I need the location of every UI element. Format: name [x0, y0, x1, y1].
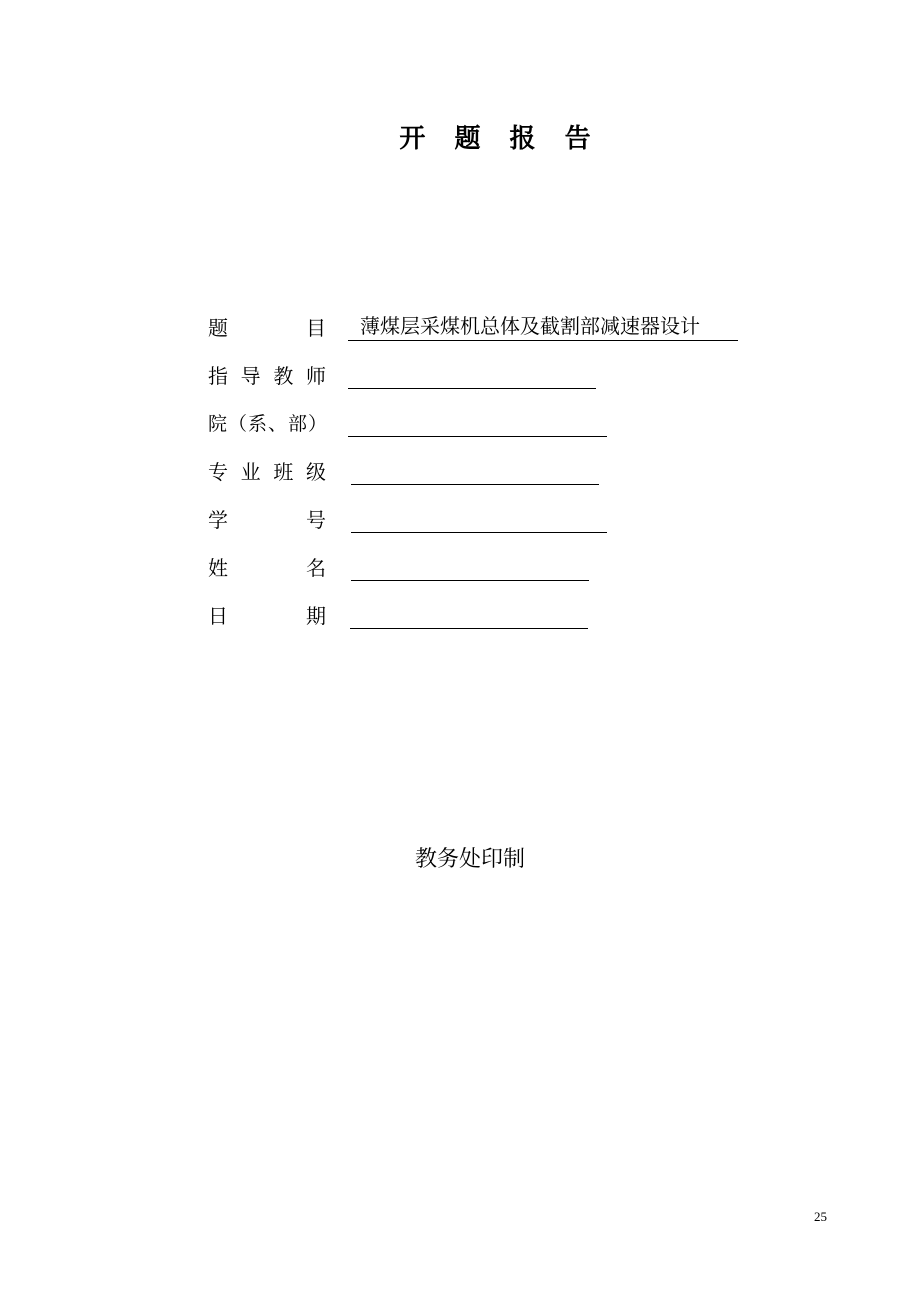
- field-label-advisor-char-1: 指: [208, 364, 228, 388]
- field-label-name: [208, 554, 326, 582]
- field-label-student-id: [208, 506, 326, 534]
- field-label-class-char-2: 业: [240, 460, 261, 484]
- field-value-department: [348, 408, 607, 437]
- field-label-topic-char-1: 题: [208, 316, 228, 340]
- field-row-class: [208, 456, 828, 488]
- field-label-name-char-1: 姓: [208, 556, 228, 580]
- page-number: 25: [814, 1209, 827, 1224]
- field-row-date: [208, 600, 828, 632]
- field-value-name: [351, 552, 589, 581]
- field-row-topic: [208, 312, 828, 344]
- field-label-date-char-1: 日: [208, 604, 228, 628]
- field-label-name-char-2: 名: [306, 556, 326, 580]
- field-value-topic: 薄煤层采煤机总体及截割部减速器设计: [348, 312, 738, 341]
- field-label-advisor: [208, 362, 326, 390]
- field-row-advisor: [208, 360, 828, 392]
- field-label-class-char-3: 班: [273, 460, 294, 484]
- field-label-department: 院（系、部）: [208, 413, 329, 435]
- field-label-advisor-char-3: 教: [273, 364, 294, 388]
- field-label-date-char-2: 期: [306, 604, 326, 628]
- field-row-student-id: [208, 504, 828, 536]
- field-label-topic-char-2: 目: [306, 316, 326, 340]
- field-label-topic: [208, 314, 326, 342]
- issuer-footer: 教务处印制: [414, 847, 525, 872]
- field-row-name: [208, 552, 828, 584]
- field-label-class: [208, 458, 326, 486]
- field-row-department: [208, 408, 828, 440]
- field-value-date: [350, 600, 588, 629]
- field-value-student-id: [351, 504, 607, 533]
- field-label-student-id-char-1: 学: [208, 508, 228, 532]
- field-value-class: [351, 456, 599, 485]
- document-title: 开 题 报 告: [399, 124, 601, 154]
- field-label-student-id-char-2: 号: [306, 508, 326, 532]
- field-value-advisor: [348, 360, 596, 389]
- field-label-advisor-char-2: 导: [240, 364, 261, 388]
- field-label-class-char-4: 级: [305, 460, 326, 484]
- field-label-class-char-1: 专: [208, 460, 228, 484]
- field-label-advisor-char-4: 师: [305, 364, 326, 388]
- field-label-date: [208, 602, 326, 630]
